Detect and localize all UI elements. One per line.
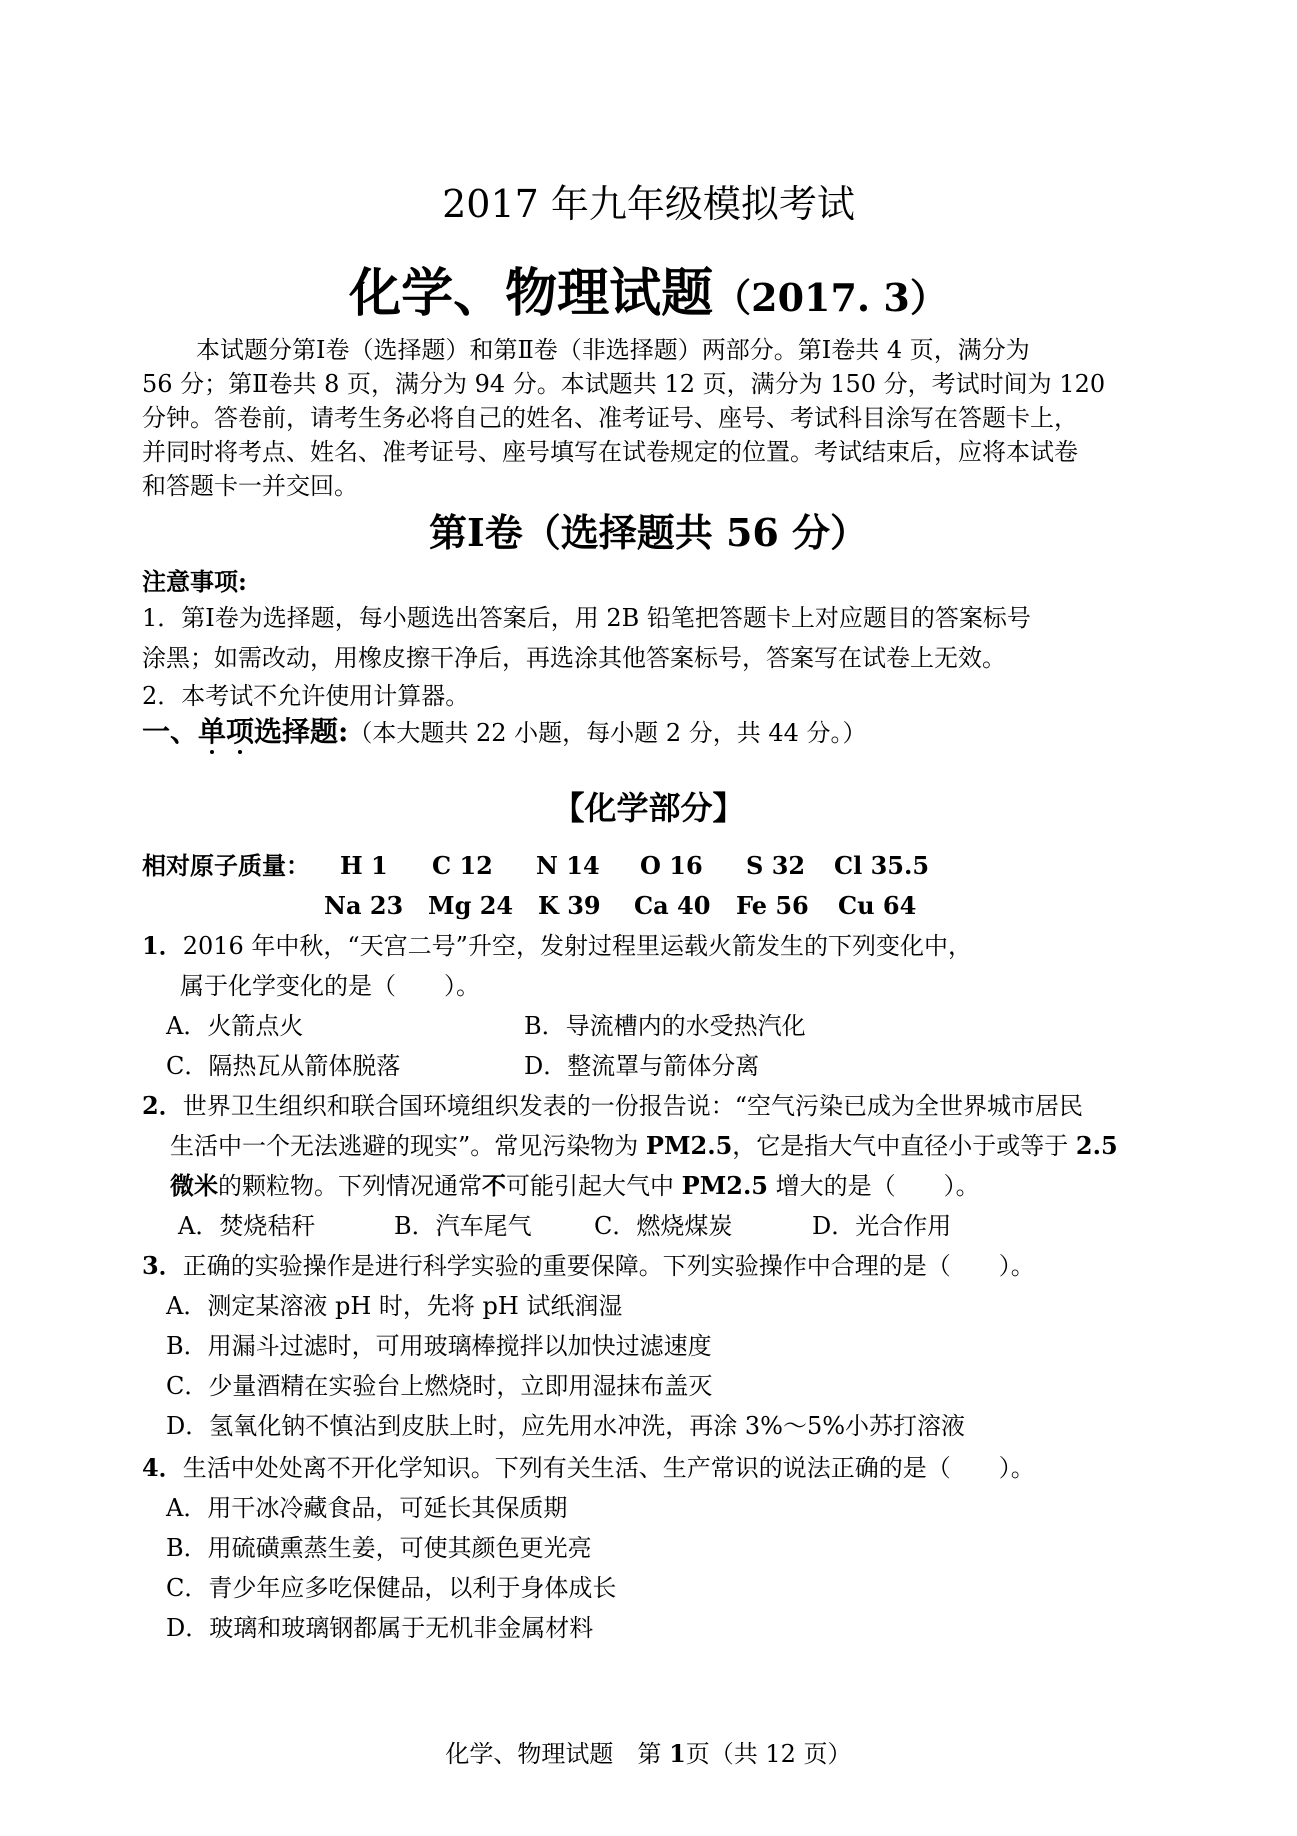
section-title: 选择题: (254, 715, 349, 748)
atomic-mass-k: K 39 (538, 891, 601, 920)
atomic-mass-n: N 14 (536, 851, 600, 880)
question-3-text: 正确的实验操作是进行科学实验的重要保障。下列实验操作中合理的是（ ）。 (182, 1252, 1035, 1280)
notes-line-1: 1．第Ⅰ卷为选择题，每小题选出答案后，用 2B 铅笔把答题卡上对应题目的答案标号 (142, 604, 1031, 632)
question-4-option-d: D．玻璃和玻璃钢都属于无机非金属材料 (166, 1614, 594, 1642)
notes-line-3: 2．本考试不允许使用计算器。 (142, 682, 470, 710)
question-2-unit: 微米 (170, 1171, 218, 1200)
section-note: （本大题共 22 小题，每小题 2 分，共 44 分。） (348, 719, 867, 747)
question-2-option-b: B．汽车尾气 (394, 1212, 532, 1240)
question-4-text: 生活中处处离不开化学知识。下列有关生活、生产常识的说法正确的是（ ）。 (182, 1454, 1035, 1482)
section-emphasis-1: 单 (198, 715, 227, 748)
atomic-mass-h: H 1 (340, 851, 388, 880)
question-2-text-3c: 可能引起大气中 (506, 1172, 682, 1200)
question-3-option-d: D．氢氧化钠不慎沾到皮肤上时，应先用水冲洗，再涂 3%～5%小苏打溶液 (166, 1412, 966, 1440)
section-heading (142, 716, 867, 749)
question-1-option-b: B．导流槽内的水受热汽化 (524, 1012, 806, 1040)
page-footer (0, 1738, 1297, 1770)
question-3-number: 3． (142, 1251, 183, 1280)
atomic-mass-s: S 32 (746, 851, 806, 880)
notes-heading: 注意事项: (142, 567, 247, 596)
section-emphasis-2: 项 (226, 715, 255, 748)
question-2-option-c: C．燃烧煤炭 (594, 1212, 733, 1240)
question-1-option-c: C．隔热瓦从箭体脱落 (166, 1052, 401, 1080)
atomic-mass-fe: Fe 56 (736, 891, 809, 920)
question-1-number: 1． (142, 931, 183, 960)
subject-title (0, 262, 1297, 330)
question-1-text: 2016 年中秋，“天宫二号”升空，发射过程里运载火箭发生的下列变化中， (182, 932, 972, 960)
question-2-value: 2.5 (1075, 1131, 1118, 1160)
question-3-option-c: C．少量酒精在实验台上燃烧时，立即用湿抹布盖灭 (166, 1372, 713, 1400)
section-prefix: 一、 (142, 715, 199, 748)
question-1-option-a: A．火箭点火 (166, 1012, 304, 1040)
question-3-option-b: B．用漏斗过滤时，可用玻璃棒搅拌以加快过滤速度 (166, 1332, 712, 1360)
question-2-pm25: PM2.5 (645, 1131, 733, 1160)
atomic-mass-ca: Ca 40 (634, 891, 711, 920)
atomic-mass-label: 相对原子质量： (142, 851, 310, 880)
question-4-option-b: B．用硫磺熏蒸生姜，可使其颜色更光亮 (166, 1534, 592, 1562)
part-title: 【化学部分】 (552, 789, 745, 827)
question-2-option-d: D．光合作用 (812, 1212, 952, 1240)
intro-line-2: 56 分；第Ⅱ卷共 8 页，满分为 94 分。本试题共 12 页，满分为 150 分，考试时间为 120 (142, 370, 1106, 398)
volume-title: 第Ⅰ卷（选择题共 56 分） (428, 510, 869, 555)
atomic-mass-cl: Cl 35.5 (834, 851, 930, 880)
question-3-stem (142, 1250, 1035, 1282)
intro-line-1: 本试题分第Ⅰ卷（选择题）和第Ⅱ卷（非选择题）两部分。第Ⅰ卷共 4 页，满分为 (196, 336, 1030, 364)
question-2-text-3d: 增大的是（ ）。 (768, 1172, 980, 1200)
intro-line-5: 和答题卡一并交回。 (142, 472, 358, 500)
question-2-stem-3 (170, 1170, 980, 1202)
question-2-stem-2 (170, 1130, 1118, 1162)
question-2-text: 世界卫生组织和联合国环境组织发表的一份报告说：“空气污染已成为全世界城市居民 (182, 1092, 1083, 1120)
intro-line-4: 并同时将考点、姓名、准考证号、座号填写在试卷规定的位置。考试结束后，应将本试卷 (142, 438, 1078, 466)
atomic-mass-cu: Cu 64 (838, 891, 917, 920)
footer-page-number: 1 (669, 1739, 686, 1768)
question-4-number: 4． (142, 1453, 183, 1482)
atomic-mass-o: O 16 (640, 851, 703, 880)
question-2-option-a: A．焚烧秸秆 (178, 1212, 316, 1240)
atomic-mass-mg: Mg 24 (428, 891, 514, 920)
question-2-text-3b: 的颗粒物。下列情况通常 (218, 1172, 482, 1200)
question-2-number: 2． (142, 1091, 183, 1120)
question-2-text-2a: 生活中一个无法逃避的现实”。常见污染物为 (170, 1132, 646, 1160)
footer-text-b: 页（共 12 页） (685, 1740, 852, 1768)
intro-line-3: 分钟。答卷前，请考生务必将自己的姓名、准考证号、座号、考试科目涂写在答题卡上， (142, 404, 1078, 432)
question-1-stem-2: 属于化学变化的是（ ）。 (180, 972, 480, 1000)
exam-title: 2017 年九年级模拟考试 (442, 182, 855, 226)
question-2-pm25-2: PM2.5 (681, 1171, 769, 1200)
question-4-stem (142, 1452, 1035, 1484)
question-1-option-d: D．整流罩与箭体分离 (524, 1052, 760, 1080)
question-2-stem (142, 1090, 1083, 1122)
question-4-option-c: C．青少年应多吃保健品，以利于身体成长 (166, 1574, 617, 1602)
subject-title-text: 化学、物理试题 (349, 263, 714, 324)
question-4-option-a: A．用干冰冷藏食品，可延长其保质期 (166, 1494, 568, 1522)
question-2-not: 不 (482, 1171, 506, 1200)
question-1-stem (142, 930, 972, 962)
atomic-mass-c: C 12 (432, 851, 493, 880)
question-2-text-2b: ，它是指大气中直径小于或等于 (732, 1132, 1076, 1160)
notes-line-2: 涂黑；如需改动，用橡皮擦干净后，再选涂其他答案标号，答案写在试卷上无效。 (142, 644, 1006, 672)
question-3-option-a: A．测定某溶液 pH 时，先将 pH 试纸润湿 (166, 1292, 623, 1320)
subject-date: （2017. 3） (713, 275, 948, 320)
footer-text-a: 化学、物理试题 第 (445, 1740, 670, 1768)
atomic-mass-na: Na 23 (324, 891, 404, 920)
